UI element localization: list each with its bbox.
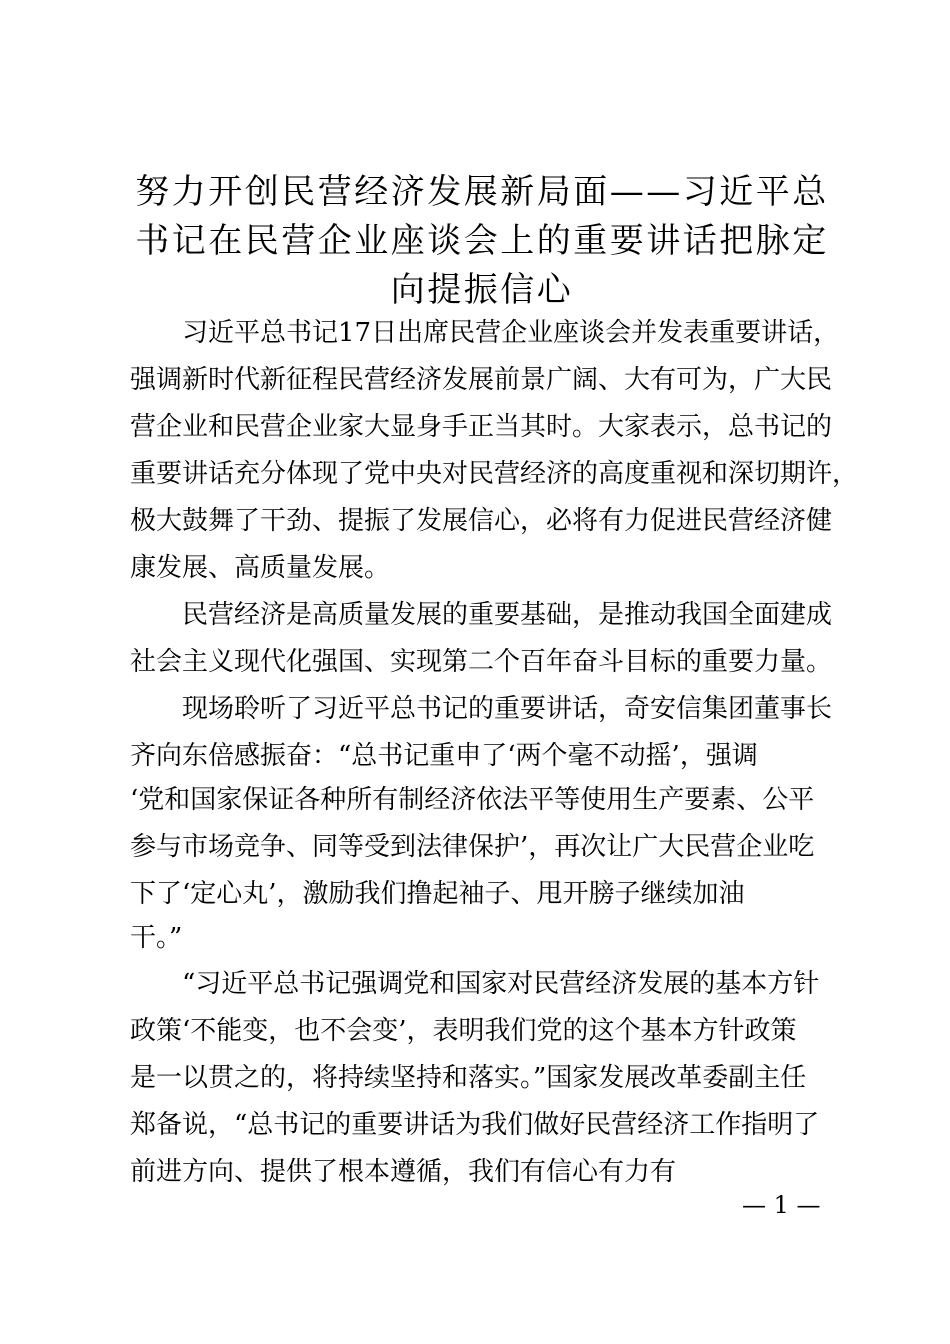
body-line: 参与市场竞争、同等受到法律保护’，再次让广大民营企业吃	[130, 832, 815, 862]
body-line: 齐向东倍感振奋：“总书记重申了‘两个毫不动摇’，强调	[130, 741, 758, 771]
body-line: 是一以贯之的，将持续坚持和落实。”国家发展改革委副主任	[130, 1063, 807, 1093]
body-line: 郑备说，“总书记的重要讲话为我们做好民营经济工作指明了	[130, 1110, 820, 1140]
body-line: 干。”	[130, 923, 183, 953]
page-number: — 1 —	[742, 1191, 821, 1219]
body-line: 重要讲话充分体现了党中央对民营经济的高度重视和深切期许，	[130, 459, 859, 489]
body-line: 政策‘不能变，也不会变’，表明我们党的这个基本方针政策	[130, 1016, 797, 1046]
body-line: ‘党和国家保证各种所有制经济依法平等使用生产要素、公平	[130, 785, 815, 815]
body-line: “习近平总书记强调党和国家对民营经济发展的基本方针	[182, 969, 820, 999]
body-line: 营企业和民营企业家大显身手正当其时。大家表示，总书记的	[130, 412, 833, 442]
document-title: 努力开创民营经济发展新局面——习近平总书记在民营企业座谈会上的重要讲话把脉定向提振信心	[135, 172, 829, 310]
body-line: 民营经济是高质量发展的重要基础，是推动我国全面建成	[182, 600, 833, 630]
body-line: 康发展、高质量发展。	[130, 553, 391, 583]
body-line: 社会主义现代化强国、实现第二个百年奋斗目标的重要力量。	[130, 647, 833, 677]
body-line: 前进方向、提供了根本遵循，我们有信心有力有	[130, 1157, 677, 1187]
body-line: 现场聆听了习近平总书记的重要讲话，奇安信集团董事长	[182, 694, 833, 724]
body-line: 强调新时代新征程民营经济发展前景广阔、大有可为，广大民	[130, 365, 833, 395]
body-line: 习近平总书记17日出席民营企业座谈会并发表重要讲话，	[182, 318, 840, 348]
body-line: 下了‘定心丸’，激励我们撸起袖子、甩开膀子继续加油	[130, 879, 745, 909]
body-line: 极大鼓舞了干劲、提振了发展信心，必将有力促进民营经济健	[130, 506, 833, 536]
